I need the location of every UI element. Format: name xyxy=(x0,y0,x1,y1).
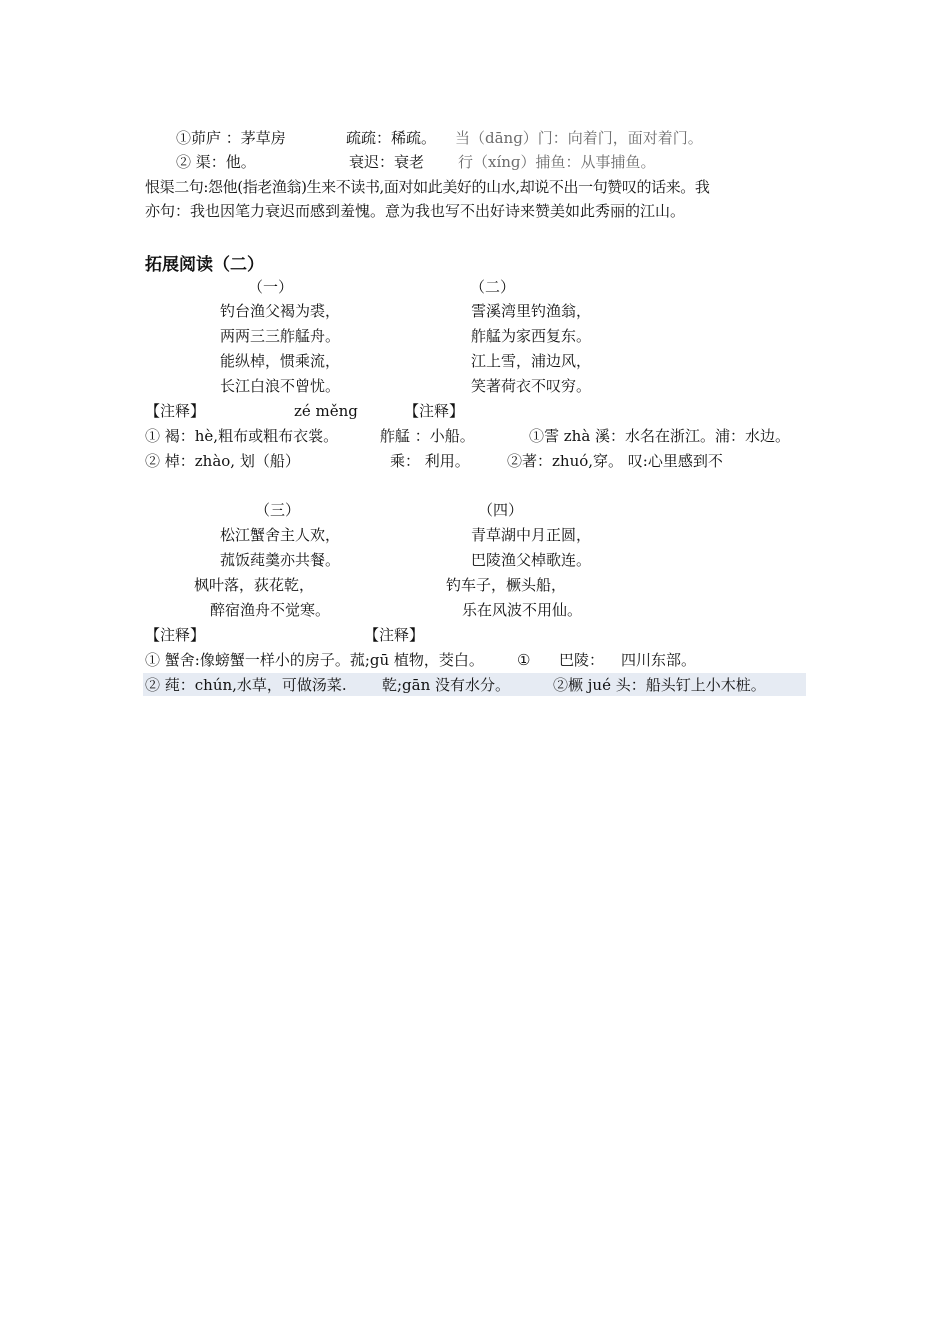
note-juetou: ②橛 jué 头：船头钉上小木桩。 xyxy=(553,676,766,694)
pinyin-zemeng: zé měng xyxy=(294,402,358,420)
explanation-line-1: 恨渠二句:怨他(指老渔翁)生来不读书,面对如此美好的山水,却说不出一句赞叹的话来。我 xyxy=(145,178,710,196)
notes-label-right: 【注释】 xyxy=(404,402,465,420)
notes-label-right: 【注释】 xyxy=(364,626,425,644)
note-marker: ① xyxy=(517,651,531,669)
poem-4-line-3: 钓车子，橛头船， xyxy=(446,576,567,594)
note-dangmen: 当（dānɡ）门：向着门，面对着门。 xyxy=(455,129,703,147)
poem-3-line-1: 松江蟹舍主人欢， xyxy=(220,526,341,544)
note-xingbuyu: 行（xínɡ）捕鱼：从事捕鱼。 xyxy=(458,153,656,171)
note-zhuo: ②著：zhuó,穿。 叹:心里感到不 xyxy=(507,452,723,470)
poem-4-line-1: 青草湖中月正圆， xyxy=(471,526,592,544)
poem-3-line-2: 菰饭莼羹亦共餐。 xyxy=(220,551,341,569)
poem-4-line-2: 巴陵渔父棹歌连。 xyxy=(471,551,592,569)
poem-1-line-2: 两两三三舴艋舟。 xyxy=(220,327,341,345)
note-chun: ② 莼：chún,水草，可做汤菜. xyxy=(145,676,347,694)
poem-2-line-1: 霅溪湾里钓渔翁， xyxy=(471,302,592,320)
poem-2-line-3: 江上雪，浦边风， xyxy=(471,352,592,370)
note-baling-text: 四川东部。 xyxy=(621,651,697,669)
poem-4-line-4: 乐在风波不用仙。 xyxy=(462,601,583,619)
note-zhao: ② 棹：zhào, 划（船） xyxy=(145,452,300,470)
note-zhaxi: ①霅 zhà 溪：水名在浙江。浦：水边。 xyxy=(529,427,791,445)
note-shuaichi: 衰迟：衰老 xyxy=(349,153,425,171)
poem-1-number: （一） xyxy=(248,278,294,296)
note-he: ① 褐：hè,粗布或粗布衣裳。 xyxy=(145,427,339,445)
note-cheng: 乘： 利用。 xyxy=(390,452,470,470)
note-gan: 乾;gān 没有水分。 xyxy=(382,676,511,694)
note-baling-label: 巴陵： xyxy=(559,651,605,669)
note-xieshe: ① 蟹舍:像螃蟹一样小的房子。菰;gū 植物，茭白。 xyxy=(145,651,484,669)
explanation-line-2: 亦句：我也因笔力衰迟而感到羞愧。意为我也写不出好诗来赞美如此秀丽的江山。 xyxy=(145,202,686,220)
poem-3-number: （三） xyxy=(255,501,301,519)
poem-3-line-4: 醉宿渔舟不觉寒。 xyxy=(210,601,331,619)
note-zemeng: 舴艋 ：小船。 xyxy=(380,427,475,445)
note-qu: ② 渠：他。 xyxy=(176,153,256,171)
notes-label-left: 【注释】 xyxy=(145,626,206,644)
poem-2-number: （二） xyxy=(470,278,516,296)
poem-1-line-1: 钓台渔父褐为裘， xyxy=(220,302,341,320)
section-title: 拓展阅读（二） xyxy=(145,255,264,275)
poem-3-line-3: 枫叶落，荻花乾， xyxy=(194,576,315,594)
poem-4-number: （四） xyxy=(478,501,524,519)
poem-2-line-2: 舴艋为家西复东。 xyxy=(471,327,592,345)
notes-label-left: 【注释】 xyxy=(145,402,206,420)
note-shushu: 疏疏：稀疏。 xyxy=(346,129,437,147)
poem-1-line-4: 长江白浪不曾忧。 xyxy=(220,377,341,395)
note-maolu: ①茆庐 ：茅草房 xyxy=(176,129,286,147)
poem-1-line-3: 能纵棹，惯乘流， xyxy=(220,352,341,370)
poem-2-line-4: 笑著荷衣不叹穷。 xyxy=(471,377,592,395)
